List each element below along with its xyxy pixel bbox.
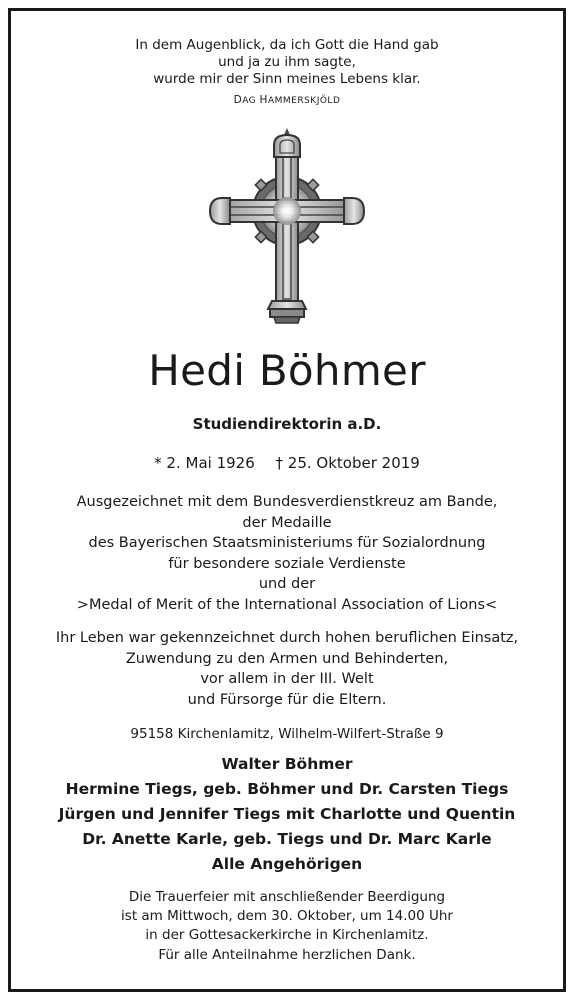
life-dates — [0, 454, 574, 472]
family-member: Hermine Tiegs, geb. Böhmer und Dr. Carsten Tiegs — [65, 780, 509, 798]
thanks-line: Für alle Anteilnahme herzlichen Dank. — [158, 947, 416, 963]
family-member: Dr. Anette Karle, geb. Tiegs und Dr. Marc Karle — [82, 830, 492, 848]
deceased-name: Hedi Böhmer — [148, 346, 426, 395]
honors-line: Ausgezeichnet mit dem Bundesverdienstkreuz am Bande, — [76, 494, 498, 510]
quote-line: und ja zu ihm sagte, — [218, 54, 356, 70]
family-member: Jürgen und Jennifer Tiegs mit Charlotte und Quentin — [58, 805, 516, 823]
life-line: und Fürsorge für die Eltern. — [187, 691, 387, 708]
quote-author: DAG HAMMERSKJÖLD — [233, 94, 341, 106]
ornate-cross-icon — [200, 123, 374, 333]
birth-date: * 2. Mai 1926 — [154, 454, 255, 472]
funeral-info — [0, 888, 574, 945]
funeral-line: in der Gottesackerkirche in Kirchenlamitz. — [145, 927, 429, 943]
funeral-line: Die Trauerfeier mit anschließender Beerdigung — [128, 889, 446, 905]
honors-line: und der — [258, 576, 316, 592]
quote — [0, 37, 574, 88]
honors-line: der Medaille — [242, 514, 332, 531]
life-paragraph — [0, 628, 574, 710]
quote-line: wurde mir der Sinn meines Lebens klar. — [153, 71, 421, 87]
death-date: † 25. Oktober 2019 — [275, 454, 420, 472]
quote-line: In dem Augenblick, da ich Gott die Hand gab — [135, 37, 439, 53]
family-member: Walter Böhmer — [221, 755, 353, 773]
honors-line: des Bayerischen Staatsministeriums für Sozialordnung — [88, 535, 486, 551]
honors-paragraph — [0, 492, 574, 615]
family-member: Alle Angehörigen — [211, 855, 363, 873]
honors-line: für besondere soziale Verdienste — [168, 555, 406, 572]
deceased-title: Studiendirektorin a.D. — [192, 415, 382, 433]
honors-line: >Medal of Merit of the International Association of Lions< — [76, 596, 498, 613]
family-list — [0, 752, 574, 877]
funeral-line: ist am Mittwoch, dem 30. Oktober, um 14.00 Uhr — [121, 908, 453, 924]
life-line: Zuwendung zu den Armen und Behinderten, — [125, 650, 449, 667]
mourning-address: 95158 Kirchenlamitz, Wilhelm-Wilfert-Straße 9 — [130, 726, 444, 742]
life-line: Ihr Leben war gekennzeichnet durch hohen beruflichen Einsatz, — [55, 630, 519, 646]
life-line: vor allem in der III. Welt — [200, 671, 374, 687]
